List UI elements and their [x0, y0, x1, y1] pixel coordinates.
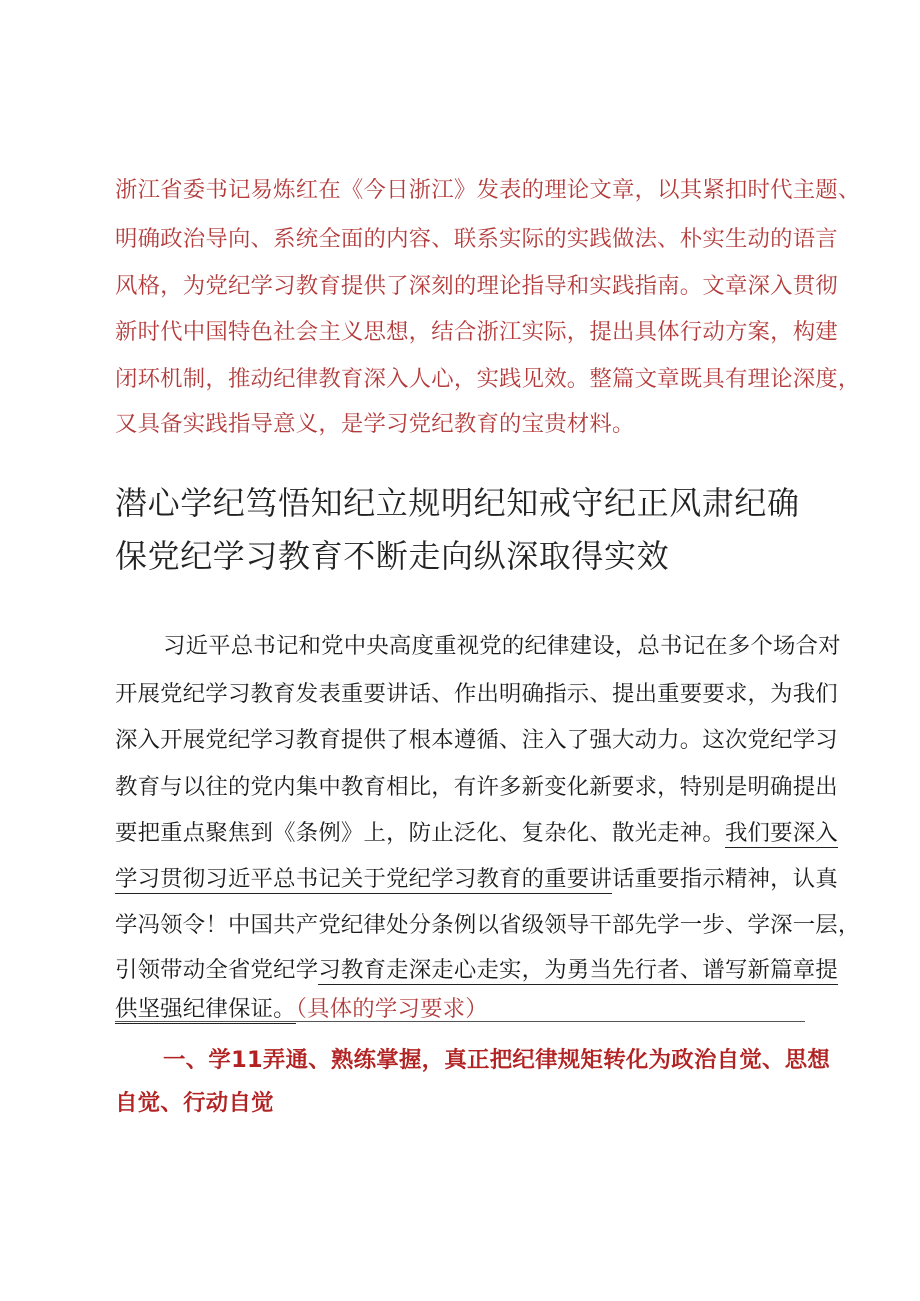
body-line: 学冯领令！中国共产党纪律处分条例以省级领导干部先学一步、学深一层， — [115, 912, 861, 938]
intro-line: 明确政治导向、系统全面的内容、联系实际的实践做法、朴实生动的语言 — [115, 226, 838, 252]
body-line: 深入开展党纪学习教育提供了根本遵循、注入了强大动力。这次党纪学习 — [115, 727, 838, 753]
underlined-text: 习教育走深走心走实，为勇当先行者、谱写新篇章提 — [318, 957, 838, 983]
intro-line: 浙江省委书记易炼红在《今日浙江》发表的理论文章，以其紧扣时代主题、 — [115, 177, 861, 203]
study-requirement-note: （具体的学习要求） — [295, 996, 488, 1022]
underlined-text: 供坚强纪律保证。 — [115, 996, 296, 1022]
body-line — [115, 952, 838, 984]
heading-line: 一、学11弄通、熟练掌握，真正把纪律规矩转化为政治自觉、思想 — [163, 1047, 831, 1073]
body-text: 话重要指示精神，认真 — [612, 866, 838, 892]
intro-line: 闭环机制，推动纪律教育深入人心，实践见效。整篇文章既具有理论深度， — [115, 366, 861, 392]
body-text: 要把重点聚焦到《条例》上，防止泛化、复杂化、散光走神。 — [115, 820, 725, 846]
title-line: 保党纪学习教育不断走向纵深取得实效 — [115, 537, 670, 575]
horizontal-divider — [115, 1021, 805, 1022]
body-line — [115, 991, 488, 1023]
underlined-text: 我们要深入 — [724, 820, 838, 846]
body-line — [115, 861, 838, 893]
body-text: 引领带动全省党纪学 — [115, 957, 319, 983]
intro-line: 又具备实践指导意义，是学习党纪教育的宝贵材料。 — [115, 411, 635, 437]
intro-line: 新时代中国特色社会主义思想，结合浙江实际，提出具体行动方案，构建 — [115, 319, 838, 345]
body-line: 教育与以往的党内集中教育相比，有许多新变化新要求，特别是明确提出 — [115, 774, 838, 800]
body-line: 习近平总书记和党中央高度重视党的纪律建设，总书记在多个场合对 — [163, 633, 841, 659]
body-line: 开展党纪学习教育发表重要讲话、作出明确指示、提出重要要求，为我们 — [115, 681, 838, 707]
underlined-text: 学习贯彻习近平总书记关于党纪学习教育的重要讲 — [115, 866, 612, 892]
body-line — [115, 815, 838, 847]
intro-line: 风格，为党纪学习教育提供了深刻的理论指导和实践指南。文章深入贯彻 — [115, 273, 838, 299]
title-line: 潜心学纪笃悟知纪立规明纪知戒守纪正风肃纪确 — [115, 484, 800, 522]
heading-line: 自觉、行动自觉 — [115, 1090, 274, 1116]
